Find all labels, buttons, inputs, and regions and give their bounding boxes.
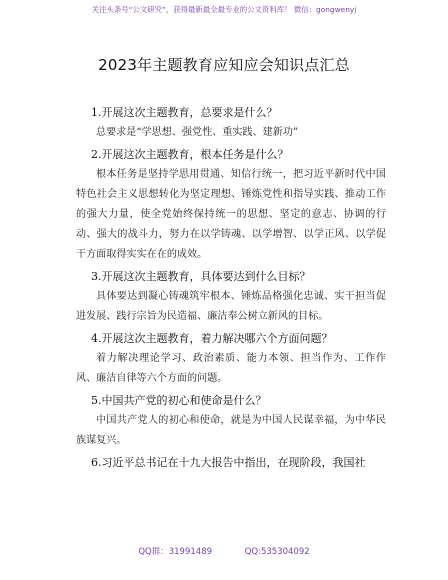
document-body <box>76 103 386 473</box>
qa-item-6 <box>76 453 386 473</box>
footer-qq-group: QQ群：31991489 <box>138 547 213 557</box>
answer-5: 中国共产党人的初心和使命，就是为中国人民谋幸福，为中华民族谋复兴。 <box>76 415 386 446</box>
question-2: 2.开展这次主题教育，根本任务是什么？ <box>91 148 289 161</box>
answer-3: 具体要达到凝心铸魂筑牢根本、锤炼品格强化忠诚、实干担当促进发展、践行宗旨为民造福、廉洁奉公树立新风的目标。 <box>76 291 386 322</box>
answer-1: 总要求是“学思想、强党性、重实践、建新功” <box>96 127 299 138</box>
question-3: 3.开展这次主题教育，具体要达到什么目标？ <box>91 270 311 283</box>
answer-2: 根本任务是坚持学思用贯通、知信行统一，把习近平新时代中国特色社会主义思想转化为坚定理想、锤炼党性和指导实践、推动工作的强大力量，使全党始终保持统一的思想、坚定的意志、协调的行动、强大的战斗力，努力在以学铸魂、以学增智、以学正风、以学促干方面取得实实在在的成效。 <box>76 169 386 260</box>
qa-item-2 <box>76 145 386 265</box>
qa-item-3 <box>76 267 386 327</box>
qa-item-5 <box>76 391 386 451</box>
answer-4: 着力解决理论学习、政治素质、能力本领、担当作为、工作作风、廉洁自律等六个方面的问题。 <box>76 353 386 384</box>
question-4: 4.开展这次主题教育，着力解决哪六个方面问题？ <box>91 332 333 345</box>
question-6: 6.习近平总书记在十九大报告中指出，在现阶段，我国社 <box>91 456 366 469</box>
document-title: 2023年主题教育应知应会知识点汇总 <box>98 56 350 74</box>
qa-item-1 <box>76 103 386 143</box>
question-1: 1.开展这次主题教育，总要求是什么？ <box>91 106 278 119</box>
qa-item-4 <box>76 329 386 389</box>
page-header-notice: 关注头条号“公文研究”，获得最新最全最专业的公文资料库！ 微信：gongwenyj <box>91 5 357 14</box>
footer-qq: QQ:535304092 <box>244 547 310 557</box>
page-footer <box>0 545 448 557</box>
question-5: 5.中国共产党的初心和使命是什么？ <box>91 394 267 407</box>
